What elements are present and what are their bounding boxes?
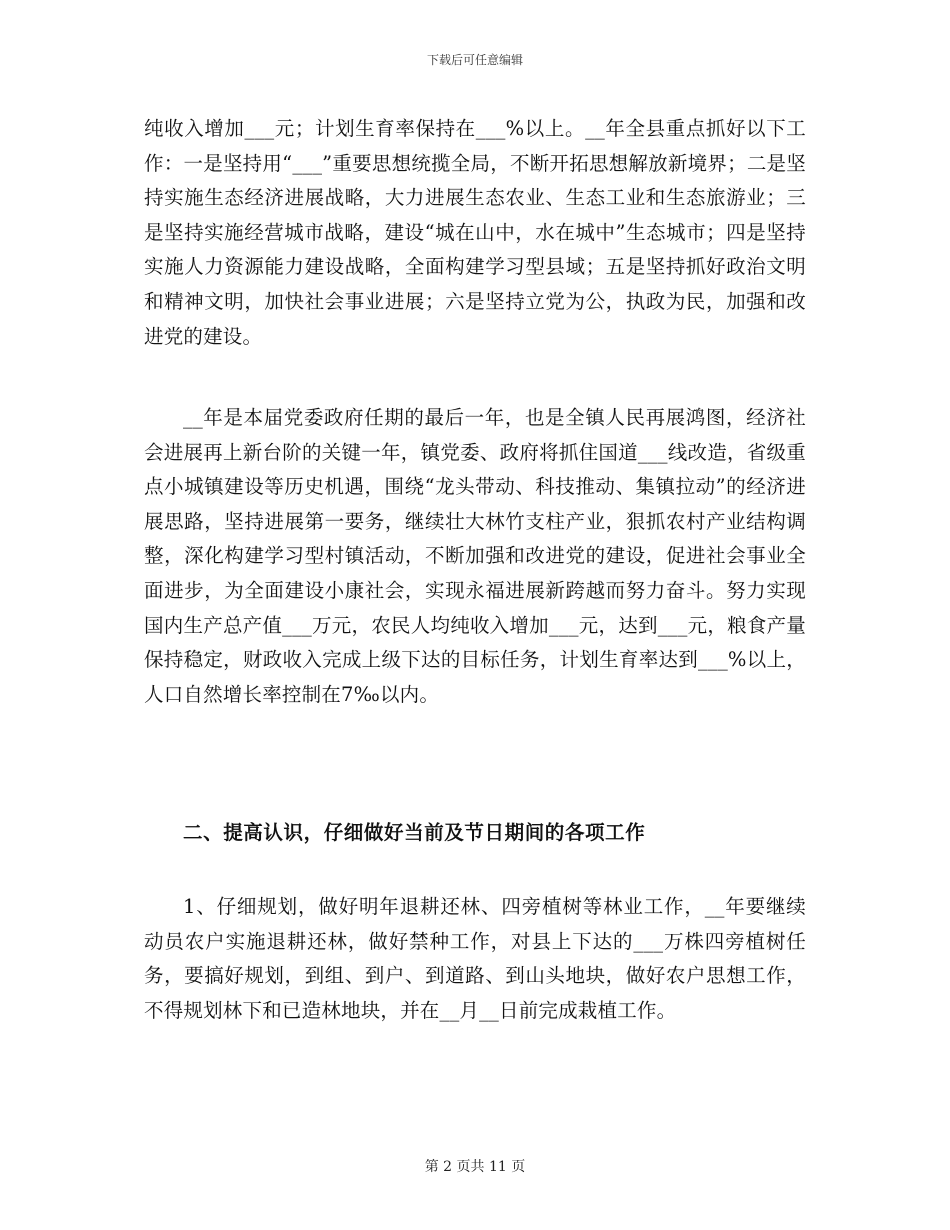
paragraph-forestry xyxy=(144,890,806,1028)
paragraph-town-plan xyxy=(144,401,806,712)
page-header: 下载后可任意编辑 xyxy=(426,53,523,67)
page-footer: 第 2 页共 11 页 xyxy=(424,1159,526,1175)
paragraph-1-text: 纯收入增加___元；计划生育率保持在___%以上。__年全县重点抓好以下工作：一是坚持用“___”重要思想统揽全局，不断开拓思想解放新境界；二是坚持实施生态经济进展战略，大力进展生态农业、生态工业和生态旅游业；三是坚持实施经营城市战略，建设“城在山中，水在城中”生态城市；四是坚持实施人力资源能力建设战略，全面构建学习型县域；五是坚持抓好政治文明和精神文明，加快社会事业进展；六是坚持立党为公，执政为民，加强和改进党的建设。 xyxy=(144,117,806,348)
paragraph-3-text: 1、仔细规划，做好明年退耕还林、四旁植树等林业工作，__年要继续动员农户实施退耕还林，做好禁种工作，对县上下达的___万株四旁植树任务，要搞好规划，到组、到户、到道路、到山头地块，做好农户思想工作，不得规划林下和已造林地块，并在__月__日前完成栽植工作。 xyxy=(144,895,806,1022)
paragraph-2-text: __年是本届党委政府任期的最后一年，也是全镇人民再展鸿图，经济社会进展再上新台阶的关键一年，镇党委、政府将抓住国道___线改造，省级重点小城镇建设等历史机遇，围绕“龙头带动、科技推动、集镇拉动”的经济进展思路，坚持进展第一要务，继续壮大林竹支柱产业，狠抓农村产业结构调整，深化构建学习型村镇活动，不断加强和改进党的建设，促进社会事业全面进步，为全面建设小康社会，实现永福进展新跨越而努力奋斗。努力实现国内生产总产值___万元，农民人均纯收入增加___元，达到___元，粮食产量保持稳定，财政收入完成上级下达的目标任务，计划生育率达到___%以上，人口自然增长率控制在7‰以内。 xyxy=(144,406,806,706)
section-heading: 二、提高认识，仔细做好当前及节日期间的各项工作 xyxy=(183,821,646,844)
paragraph-continued xyxy=(144,112,806,354)
